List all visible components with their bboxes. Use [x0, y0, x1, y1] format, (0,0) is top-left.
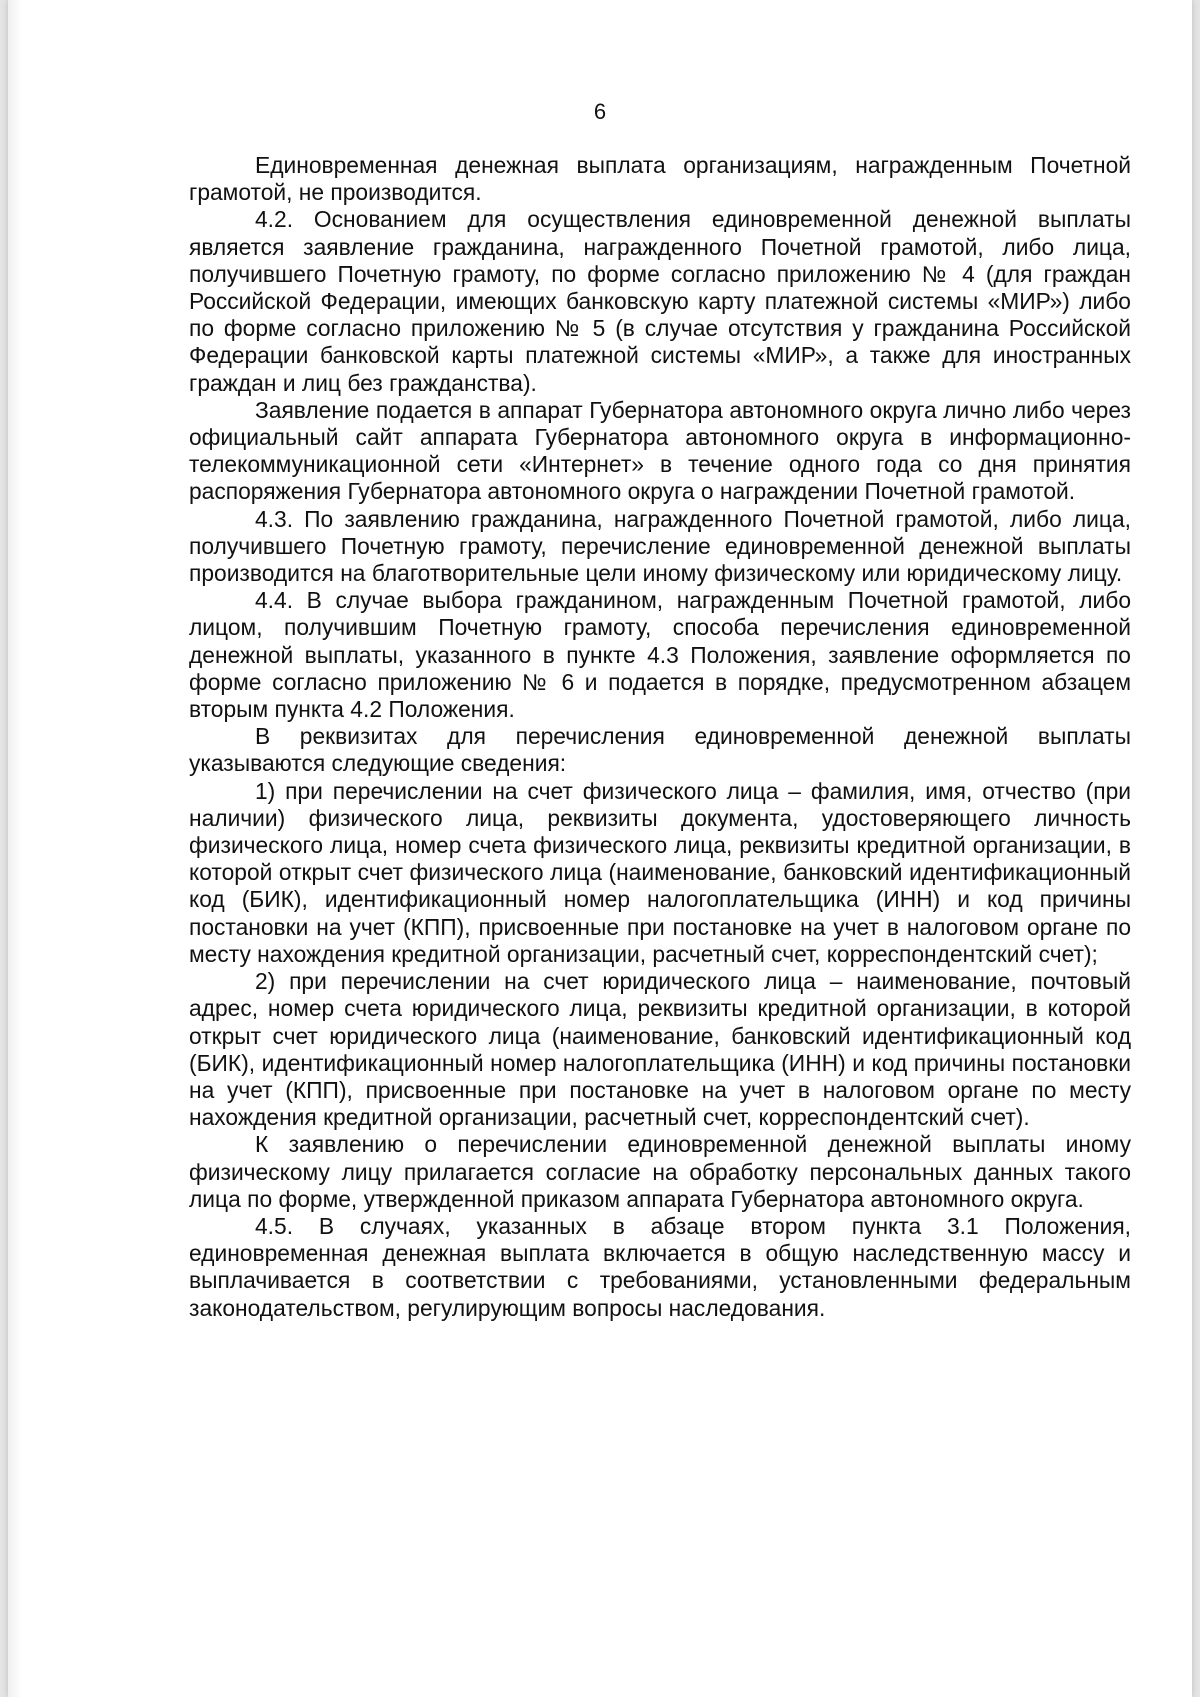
page-number: 6 — [593, 99, 607, 124]
list-item-individual: 1) при перечислении на счет физического лица – фамилия, имя, отчество (при наличии) физического лица, реквизиты документа, удостоверяющего личность физического лица, номер счета физического лица, реквизиты кредитной организации, в которой открыт счет физического лица (наименование, банковский идентификационный код (БИК), идентификационный номер налогоплательщика (ИНН) и код причины постановки на учет (КПП), присвоенные при постановке на учет в налоговом органе по месту нахождения кредитной организации, расчетный счет, корреспондентский счет); — [189, 777, 1131, 967]
paragraph-4-2: 4.2. Основанием для осуществления единовременной денежной выплаты является заявление гражданина, награжденного Почетной грамотой, либо лица, получившего Почетную грамоту, по форме согласно приложению № 4 (для граждан Российской Федерации, имеющих банковскую карту платежной системы «МИР») либо по форме согласно приложению № 5 (в случае отсутствия у гражданина Российской Федерации банковской карты платежной системы «МИР», а также для иностранных граждан и лиц без гражданства). — [189, 206, 1131, 396]
paragraph-organizations-payment: Единовременная денежная выплата организациям, награжденным Почетной грамотой, не производится. — [189, 152, 1131, 206]
list-item-legal-entity: 2) при перечислении на счет юридического лица – наименование, почтовый адрес, номер счета юридического лица, реквизиты кредитной организации, в которой открыт счет юридического лица (наименование, банковский идентификационный код (БИК), идентификационный номер налогоплательщика (ИНН) и код причины постановки на учет (КПП), присвоенные при постановке на учет в налоговом органе по месту нахождения кредитной организации, расчетный счет, корреспондентский счет). — [189, 968, 1131, 1131]
paragraph-4-3: 4.3. По заявлению гражданина, награжденного Почетной грамотой, либо лица, получившего Почетную грамоту, перечисление единовременной денежной выплаты производится на благотворительные цели иному физическому или юридическому лицу. — [189, 505, 1131, 587]
paragraph-4-5: 4.5. В случаях, указанных в абзаце втором пункта 3.1 Положения, единовременная денежная выплата включается в общую наследственную массу и выплачивается в соответствии с требованиями, установленными федеральным законодательством, регулирующим вопросы наследования. — [189, 1212, 1131, 1321]
document-page — [8, 0, 1192, 1697]
paragraph-application-submission: Заявление подается в аппарат Губернатора автономного округа лично либо через официальный сайт аппарата Губернатора автономного округа в информационно-телекоммуникационной сети «Интернет» в течение одного года со дня принятия распоряжения Губернатора автономного округа о награждении Почетной грамотой. — [189, 396, 1131, 505]
paragraph-4-4: 4.4. В случае выбора гражданином, награжденным Почетной грамотой, либо лицом, получившим Почетную грамоту, способа перечисления единовременной денежной выплаты, указанного в пункте 4.3 Положения, заявление оформляется по форме согласно приложению № 6 и подается в порядке, предусмотренном абзацем вторым пункта 4.2 Положения. — [189, 587, 1131, 723]
paragraph-consent: К заявлению о перечислении единовременной денежной выплаты иному физическому лицу прилагается согласие на обработку персональных данных такого лица по форме, утвержденной приказом аппарата Губернатора автономного округа. — [189, 1131, 1131, 1212]
paragraph-requisites-intro: В реквизитах для перечисления единовременной денежной выплаты указываются следующие сведения: — [189, 723, 1131, 777]
document-body — [189, 152, 1131, 1322]
